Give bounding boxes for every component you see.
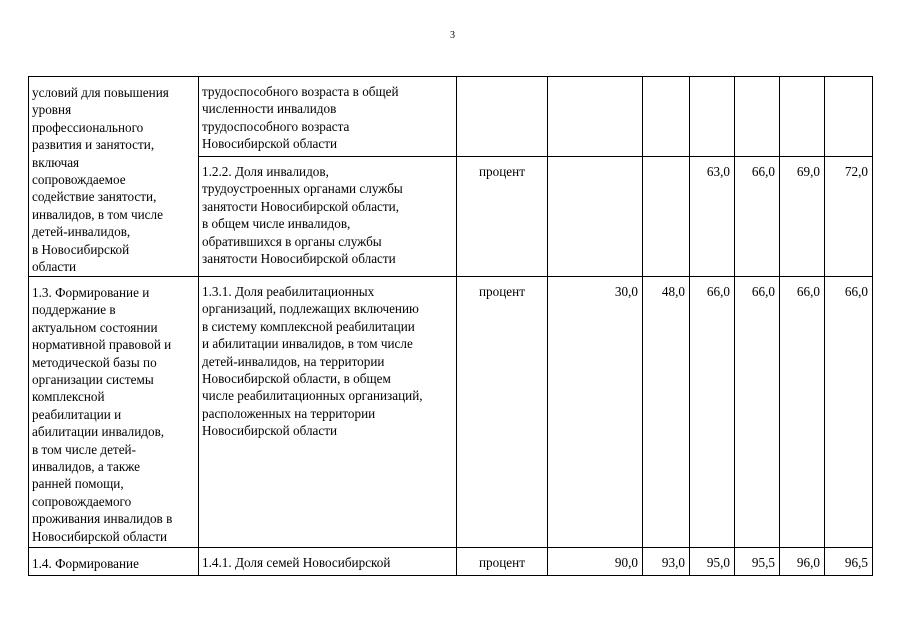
indicator-cell: 1.3.1. Доля реабилитационных организаций, подлежащих включению в систему комплексной реабилитации и абилитации инвалидов, в том числе детей-инвалидов, на территории Новосибирской области, в общем числе реабилитационных организаций, расположенных на территории Новосибирской области [199,277,457,548]
value-cell: 48,0 [643,277,690,548]
unit-cell: процент [457,548,548,576]
table-row [29,77,873,157]
page-number: 3 [450,30,455,41]
value-cell [735,77,780,157]
value-cell [548,77,643,157]
value-cell: 72,0 [825,157,873,277]
value-cell [643,77,690,157]
value-cell [780,77,825,157]
indicator-cell: трудоспособного возраста в общей численности инвалидов трудоспособного возраста Новосибирской области [199,77,457,157]
value-cell: 63,0 [690,157,735,277]
value-cell: 69,0 [780,157,825,277]
value-cell: 93,0 [643,548,690,576]
goal-cell: условий для повышения уровня профессионального развития и занятости, включая сопровождаемое содействие занятости, инвалидов, в том числе детей-инвалидов, в Новосибирской области [29,77,199,277]
value-cell: 66,0 [825,277,873,548]
value-cell [643,157,690,277]
value-cell: 96,5 [825,548,873,576]
value-cell: 30,0 [548,277,643,548]
unit-cell: процент [457,157,548,277]
table-row [29,277,873,548]
value-cell: 66,0 [780,277,825,548]
value-cell: 66,0 [735,277,780,548]
goal-cell: 1.3. Формирование и поддержание в актуальном состоянии нормативной правовой и методической базы по организации системы комплексной реабилитации и абилитации инвалидов, в том числе детей- инвалидов, а также ранней помощи, сопровождаемого проживания инвалидов в Новосибирской области [29,277,199,548]
indicator-cell: 1.4.1. Доля семей Новосибирской [199,548,457,576]
value-cell [690,77,735,157]
indicator-table [28,76,873,576]
value-cell: 90,0 [548,548,643,576]
value-cell [825,77,873,157]
table-row [29,548,873,576]
value-cell [548,157,643,277]
value-cell: 95,0 [690,548,735,576]
indicator-cell: 1.2.2. Доля инвалидов, трудоустроенных органами службы занятости Новосибирской области, в общем числе инвалидов, обратившихся в органы службы занятости Новосибирской области [199,157,457,277]
value-cell: 95,5 [735,548,780,576]
value-cell: 66,0 [690,277,735,548]
value-cell: 66,0 [735,157,780,277]
goal-cell: 1.4. Формирование [29,548,199,576]
unit-cell: процент [457,277,548,548]
unit-cell [457,77,548,157]
value-cell: 96,0 [780,548,825,576]
